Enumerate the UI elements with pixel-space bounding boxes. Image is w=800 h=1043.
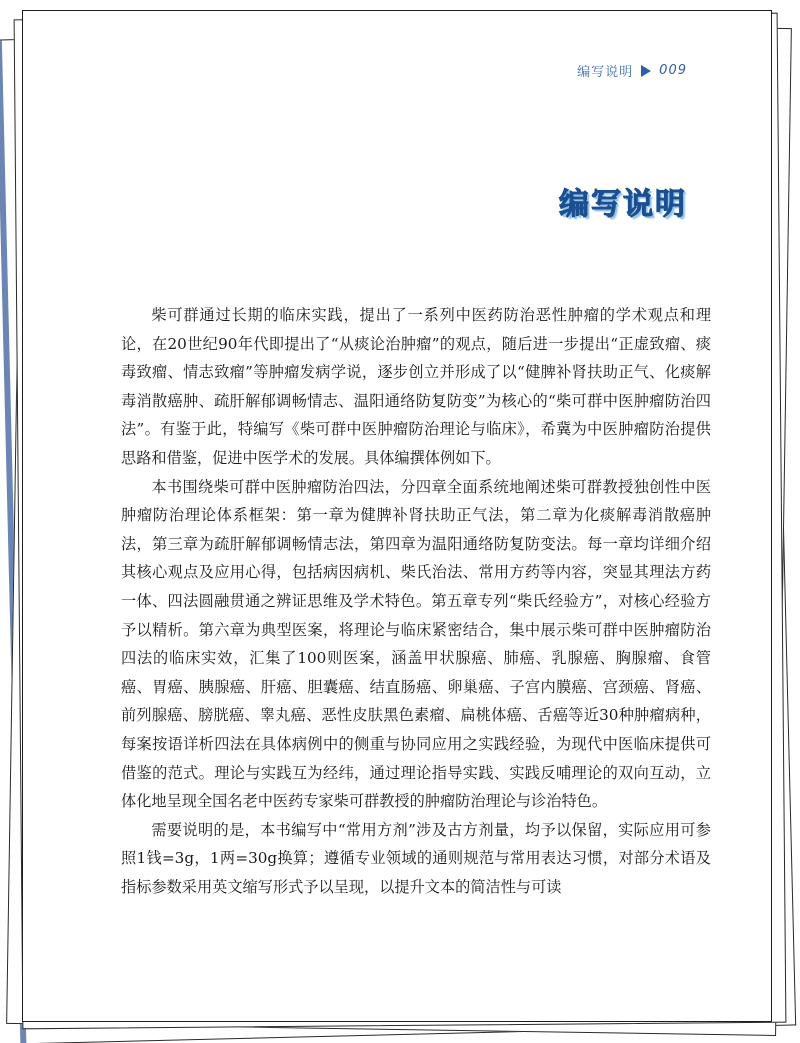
body-text [121,301,711,901]
right-triangle-icon [641,65,651,77]
paragraph: 本书围绕柴可群中医肿瘤防治四法，分四章全面系统地阐述柴可群教授独创性中医肿瘤防治理论体系框架：第一章为健脾补肾扶助正气法，第二章为化痰解毒消散癌肿法，第三章为疏肝解郁调畅情志法，第四章为温阳通络防复防变法。每一章均详细介绍其核心观点及应用心得，包括病因病机、柴氏治法、常用方药等内容，突显其理法方药一体、四法圆融贯通之辨证思维及学术特色。第五章专列“柴氏经验方”，对核心经验方予以精析。第六章为典型医案，将理论与临床紧密结合，集中展示柴可群中医肿瘤防治四法的临床实效，汇集了100则医案，涵盖甲状腺癌、肺癌、乳腺癌、胸腺瘤、食管癌、胃癌、胰腺癌、肝癌、胆囊癌、结直肠癌、卵巢癌、子宫内膜癌、宫颈癌、肾癌、前列腺癌、膀胱癌、睾丸癌、恶性皮肤黑色素瘤、扁桃体癌、舌癌等近30种肿瘤病种，每案按语详析四法在具体病例中的侧重与协同应用之实践经验，为现代中医临床提供可借鉴的范式。理论与实践互为经纬，通过理论指导实践、实践反哺理论的双向互动，立体化地呈现全国名老中医药专家柴可群教授的肿瘤防治理论与诊治特色。 [121,477,711,811]
document-page [22,10,772,1022]
running-header-section: 编写说明 [577,65,634,80]
page-number: 009 [659,63,687,78]
page-title: 编写说明 [559,187,687,222]
paragraph: 柴可群通过长期的临床实践，提出了一系列中医药防治恶性肿瘤的学术观点和理论，在20世纪90年代即提出了“从痰论治肿瘤”的观点，随后进一步提出“正虚致瘤、痰毒致瘤、情志致瘤”等肿瘤发病学说，逐步创立并形成了以“健脾补肾扶助正气、化痰解毒消散癌肿、疏肝解郁调畅情志、温阳通络防复防变”为核心的“柴可群中医肿瘤防治四法”。有鉴于此，特编写《柴可群中医肿瘤防治理论与临床》，希冀为中医肿瘤防治提供思路和借鉴，促进中医学术的发展。具体编撰体例如下。 [121,306,711,467]
running-header [577,61,687,80]
paragraph: 需要说明的是，本书编写中“常用方剂”涉及古方剂量，均予以保留，实际应用可参照1钱=3g，1两=30g换算；遵循专业领域的通则规范与常用表达习惯，对部分术语及指标参数采用英文缩写形式予以呈现，以提升文本的简洁性与可读 [121,820,711,896]
